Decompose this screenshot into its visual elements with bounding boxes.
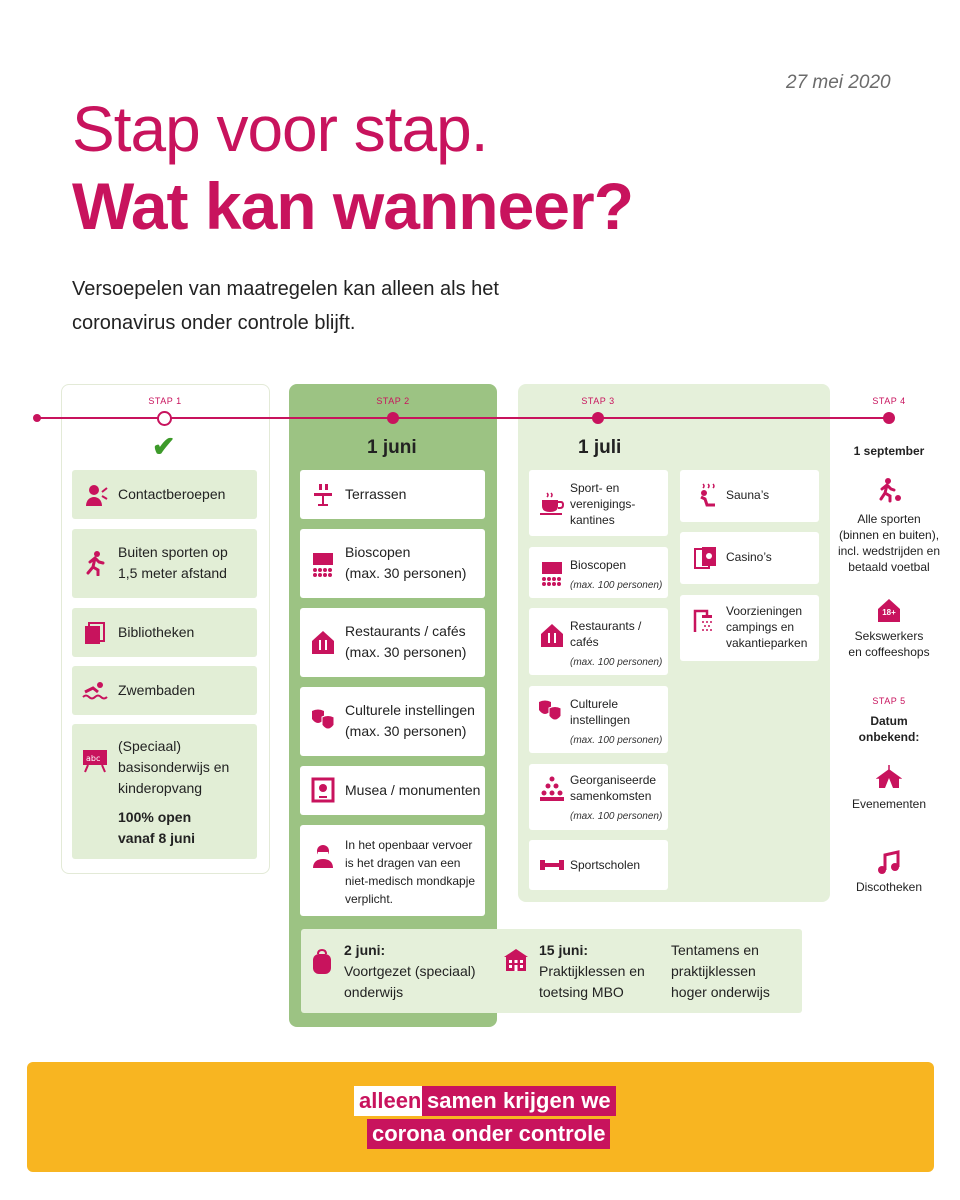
card-label-line2: samenkomsten: [570, 789, 652, 803]
stap2-marker: [387, 412, 399, 424]
ho-line2: praktijklessen: [671, 963, 756, 979]
stap4-sport-line4: betaald voetbal: [848, 560, 930, 574]
stap4-sex-line1: Sekswerkers: [854, 629, 924, 643]
card-label-line4: verplicht.: [345, 892, 394, 906]
coffee-cup-icon: [539, 490, 565, 516]
cinema-icon: [539, 560, 565, 586]
card-georganiseerde-samenkomsten: [529, 764, 668, 830]
card-restaurants-30: [300, 608, 485, 677]
card-bibliotheken: [72, 608, 257, 657]
stap4-sport-line1: Alle sporten: [857, 512, 921, 526]
card-casinos: [680, 532, 819, 584]
stap4-sex-line2: en coffeeshops: [848, 645, 930, 659]
card-label-line2: is het dragen van een: [345, 856, 461, 870]
card-label-line2: (max. 30 personen): [345, 565, 467, 581]
ho-line1: Tentamens en: [671, 942, 759, 958]
stap4-label: STAP 4: [872, 396, 906, 406]
card-label: Bioscopen: [570, 558, 627, 572]
books-icon: [82, 620, 108, 646]
sauna-icon: [693, 483, 719, 509]
theater-masks-icon: [310, 707, 336, 733]
stap4-sport-line2: (binnen en buiten),: [838, 528, 940, 542]
card-bioscopen-100: [529, 547, 668, 598]
restaurant-icon: [310, 629, 336, 655]
card-label: Contactberoepen: [118, 486, 226, 502]
card-bioscopen-30: [300, 529, 485, 598]
slogan-line2: corona onder controle: [367, 1119, 610, 1149]
card-label-line2: (max. 30 personen): [345, 723, 467, 739]
stap2-label: STAP 2: [376, 396, 410, 406]
card-label: Bibliotheken: [118, 624, 195, 640]
card-label-line1: Bioscopen: [345, 544, 411, 560]
card-max-note: (max. 100 personen): [570, 580, 663, 591]
open-note-line1: 100% open: [118, 809, 192, 825]
circus-tent-icon: [876, 764, 902, 790]
page-title-line1: Stap voor stap.: [72, 93, 488, 165]
music-note-icon: [876, 850, 902, 876]
swimming-icon: [82, 678, 108, 704]
running-icon: [82, 550, 108, 576]
stap1-marker: [157, 411, 172, 426]
stap5-discotheken: Discotheken: [855, 880, 923, 894]
card-label-line2: (max. 30 personen): [345, 644, 467, 660]
card-label-line1: (Speciaal): [118, 738, 182, 754]
card-label-line3: niet-medisch mondkapje: [345, 874, 476, 888]
card-label-line1: Restaurants /: [570, 619, 642, 633]
card-label-line1: Georganiseerde: [570, 773, 657, 787]
card-label: Terrassen: [345, 486, 407, 502]
mbo-date: 15 juni:: [539, 942, 589, 958]
card-label-line1: Restaurants / cafés: [345, 623, 466, 639]
card-terrassen: [300, 470, 485, 519]
card-restaurants-100: [529, 608, 668, 675]
ho-line3: hoger onderwijs: [671, 984, 770, 1000]
intro-text: Versoepelen van maatregelen kan alleen als het coronavirus onder controle blijft.: [72, 278, 499, 334]
timeline-start-dot: [33, 414, 41, 422]
svg-text:abc: abc: [86, 754, 101, 763]
page-title-line2: Wat kan wanneer?: [72, 169, 634, 243]
card-label-line1: Culturele: [570, 697, 619, 711]
card-max-note: (max. 100 personen): [570, 735, 663, 746]
theater-masks-icon: [537, 698, 563, 724]
card-kantines: [529, 470, 668, 536]
card-label-line2: verenigings-: [570, 497, 636, 511]
playing-cards-icon: [693, 545, 719, 571]
stap3-label: STAP 3: [581, 396, 615, 406]
group-icon: [539, 776, 565, 802]
adult-badge-text: 18+: [882, 608, 896, 617]
stap4-sport-line3: incl. wedstrijden en: [837, 544, 941, 558]
slogan-word-alleen: alleen: [354, 1086, 426, 1116]
mbo-line1: Praktijklessen en: [539, 963, 645, 979]
publication-date: 27 mei 2020: [786, 72, 891, 93]
adult-18plus-icon: [876, 597, 902, 623]
stap4-date: 1 september: [853, 444, 925, 458]
card-campings: [680, 595, 819, 661]
school-building-icon: [503, 947, 529, 973]
card-label-line3: kinderopvang: [118, 780, 203, 796]
slogan-word-samen: samen: [422, 1086, 502, 1116]
vo-line1: Voortgezet (speciaal): [344, 963, 476, 979]
stap5-label: STAP 5: [872, 696, 906, 706]
football-player-icon: [876, 477, 902, 503]
backpack-icon: [309, 949, 335, 975]
card-max-note: (max. 100 personen): [570, 811, 663, 822]
open-note-line2: vanaf 8 juni: [118, 830, 196, 846]
card-musea: [300, 766, 485, 815]
shower-icon: [691, 607, 717, 633]
slogan-word-krijgen-we: krijgen we: [498, 1086, 616, 1116]
card-label-line3: kantines: [570, 513, 615, 527]
card-saunas: [680, 470, 819, 522]
card-label: Casino’s: [726, 550, 772, 564]
museum-frame-icon: [310, 777, 336, 803]
card-label-line3: vakantieparken: [726, 636, 808, 650]
card-label-line1: Sport- en: [570, 481, 620, 495]
card-label-line1: Culturele instellingen: [345, 702, 475, 718]
card-label-line2: 1,5 meter afstand: [118, 565, 227, 581]
restaurant-icon: [539, 622, 565, 648]
card-culturele-instellingen-30: [300, 687, 485, 756]
vo-line2: onderwijs: [344, 984, 404, 1000]
card-label-line2: instellingen: [570, 713, 631, 727]
blackboard-icon: [82, 747, 108, 773]
card-zwembaden: [72, 666, 257, 715]
onderwijs-bar: [301, 929, 802, 1013]
terrace-icon: [310, 481, 336, 507]
card-label-line1: In het openbaar vervoer: [345, 838, 473, 852]
card-sportscholen: [529, 840, 668, 890]
card-label-line2: campings en: [726, 620, 795, 634]
dumbbell-icon: [539, 852, 565, 878]
card-basisonderwijs: [72, 724, 257, 859]
stap4-marker: [883, 412, 895, 424]
stap5-datum-line2: onbekend:: [858, 730, 920, 744]
stap3-date: 1 juli: [578, 437, 622, 458]
card-label: Sauna’s: [726, 488, 770, 502]
checkmark-icon: ✔: [152, 431, 176, 462]
card-label: Sportscholen: [570, 858, 641, 872]
card-label: Zwembaden: [118, 682, 196, 698]
card-label-line1: Voorzieningen: [726, 604, 803, 618]
stap3-marker: [592, 412, 604, 424]
card-buiten-sporten: [72, 529, 257, 598]
card-mondkapje: [300, 825, 485, 916]
cinema-icon: [310, 551, 336, 577]
card-label-line2: basisonderwijs en: [118, 759, 230, 775]
hairdresser-icon: [82, 482, 108, 508]
face-mask-icon: [310, 843, 336, 869]
card-contactberoepen: [72, 470, 257, 519]
card-label-line2: cafés: [570, 635, 599, 649]
mbo-line2: toetsing MBO: [539, 984, 624, 1000]
card-label: Musea / monumenten: [345, 782, 481, 798]
card-label-line1: Buiten sporten op: [118, 544, 228, 560]
slogan-banner: [27, 1062, 934, 1172]
card-max-note: (max. 100 personen): [570, 657, 663, 668]
vo-date: 2 juni:: [344, 942, 386, 958]
stap1-label: STAP 1: [148, 396, 182, 406]
card-culturele-100: [529, 686, 668, 753]
stap2-date: 1 juni: [367, 437, 417, 458]
stap5-datum-line1: Datum: [870, 714, 908, 728]
stap5-evenementen: Evenementen: [851, 797, 927, 811]
